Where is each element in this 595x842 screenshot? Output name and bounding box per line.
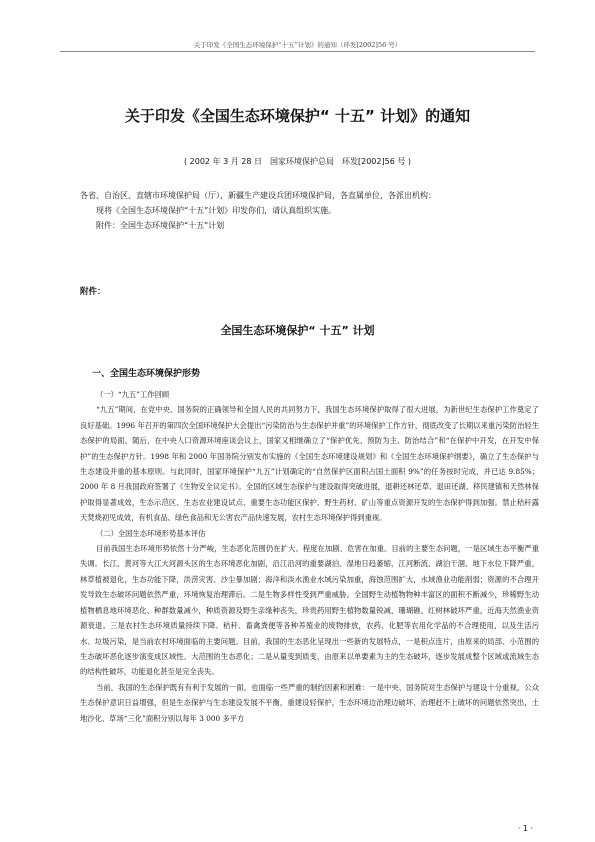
attachment-label: 附件： [80,287,106,297]
section-heading: 一、全国生态环境保护形势 [92,369,201,379]
document-title: 关于印发《全国生态环境保护“ 十五” 计划》的通知 [124,107,471,125]
subsection-heading: （二）全国生态环境形势基本评估 [96,528,206,538]
paragraph: 目前我国生态环境形势依然十分严峻，生态恶化范围仍在扩大、程度在加剧、危害在加重。目前的主要生态问题，一是区域生态平衡严重失调。长江、黄河等大江大河源头区的生态环境恶化加剧，沿江沿河的重要湖泊、湿地日趋萎缩，江河断流、湖泊干涸、地下水位下降严重，林草植被退化，生态功能下降，洪涝灾害、沙尘暴加剧；海洋和淡水渔业水域污染加重，海蚀范围扩大，水域渔业功能削弱；资源的不合理开发导致生态破坏问题依然严重，环境恢复治理滞后。二是生物多样性受到严重威胁。全国野生动植物物种丰富区的面积不断减少，珍稀野生动植物栖息地环境恶化、种群数量减少，种质资源及野生亲缘种丧失，珍贵药用野生植物数量锐减，珊瑚礁、红树林破坏严重，近海天然渔业资源衰退。三是农村生态环境质量持续下降。秸秆、畜禽粪便等各种养殖业的废物排放，农药、化肥等农用化学品的不合理使用，以及生活污水、垃圾污染，是当前农村环境面临的主要问题。目前，我国的生态恶化呈现出一些新的发展特点，一是积点连片，由原来的局部、小范围的生态破坏恶化逐步演变成区域性、大范围的生态恶化；二是从量变到质变，由原来以单要素为主的生态破坏，逐步发展成整个区域或流域生态的结构性破坏，功能退化甚至是完全丧失。 [80,544,539,677]
notice-addressee: 各省、自治区、直辖市环境保护局（厅），新疆生产建设兵团环境保护局，各直属单位，各派出机构： [80,191,436,200]
notice-body: 现将《全国生态环境保护“十五”计划》印发你们，请认真组织实施。 [96,206,337,215]
notice-block [80,188,539,233]
section-body [80,387,539,726]
paragraph: 当前，我国的生态保护既有有利于发展的一面，也面临一些严重的制约因素和困难：一是中央、国务院对生态保护与建设十分重视，公众生态保护意识日益增强，但是生态保护与生态建设发展不平衡，重建设轻保护，生态环境边治理边破坏、治理赶不上破坏的问题依然突出，土地沙化、草场“三化”面积分别以每年 3 000 多平方 [80,682,539,723]
document-subtitle: ( 2002 年 3 月 28 日 国家环境保护总局 环发[2002]56 号 ) [184,157,411,166]
paragraph: “九五”期间，在党中央、国务院的正确领导和全国人民的共同努力下，我国生态环境保护取得了很大进展，为新世纪生态保护工作奠定了良好基础。1996 年召开的第四次全国环境保护大会提出“污染防治与生态保护并重”的环境保护工作方针，彻底改变了长期以来重污染防治轻生态保护的局面。随后，在中央人口资源环境座谈会议上，国家又相继确立了“保护优先、预防为主、防治结合”和“在保护中开发，在开发中保护”的生态保护方针。1998 年和 2000 年国务院分别发布实施的《全国生态环境建设规划》和《全国生态环境保护纲要》，确立了生态保护与生态建设并重的基本原则。与此同时，国家环境保护“九五”计划确定的“自然保护区面积占国土面积 9%”的任务按时完成，并已达 9.85%；2000 年 8 月我国政府签署了《生物安全议定书》。全国的区域生态保护与建设取得突破进展，退耕还林还草、退田还湖、移民建镇和天然林保护取得显著成效，生态示范区、生态农业建设试点、重要生态功能区保护、野生药材、矿山等重点资源开发的生态保护得到加强。禁止秸秆露天焚烧初见成效，有机食品、绿色食品和无公害农产品快速发展，农村生态环境保护得到重视。 [80,405,539,523]
notice-attachment: 附件：全国生态环境保护“十五”计划 [96,221,225,230]
plan-title: 全国生态环境保护“ 十五” 计划 [220,324,375,337]
running-header: 关于印发《全国生态环境保护“十五”计划》的通知（环发[2002]56 号） [60,40,535,52]
subsection-heading: （一）“九五”工作回顾 [96,390,170,399]
page-number: · 1 · [517,824,533,833]
